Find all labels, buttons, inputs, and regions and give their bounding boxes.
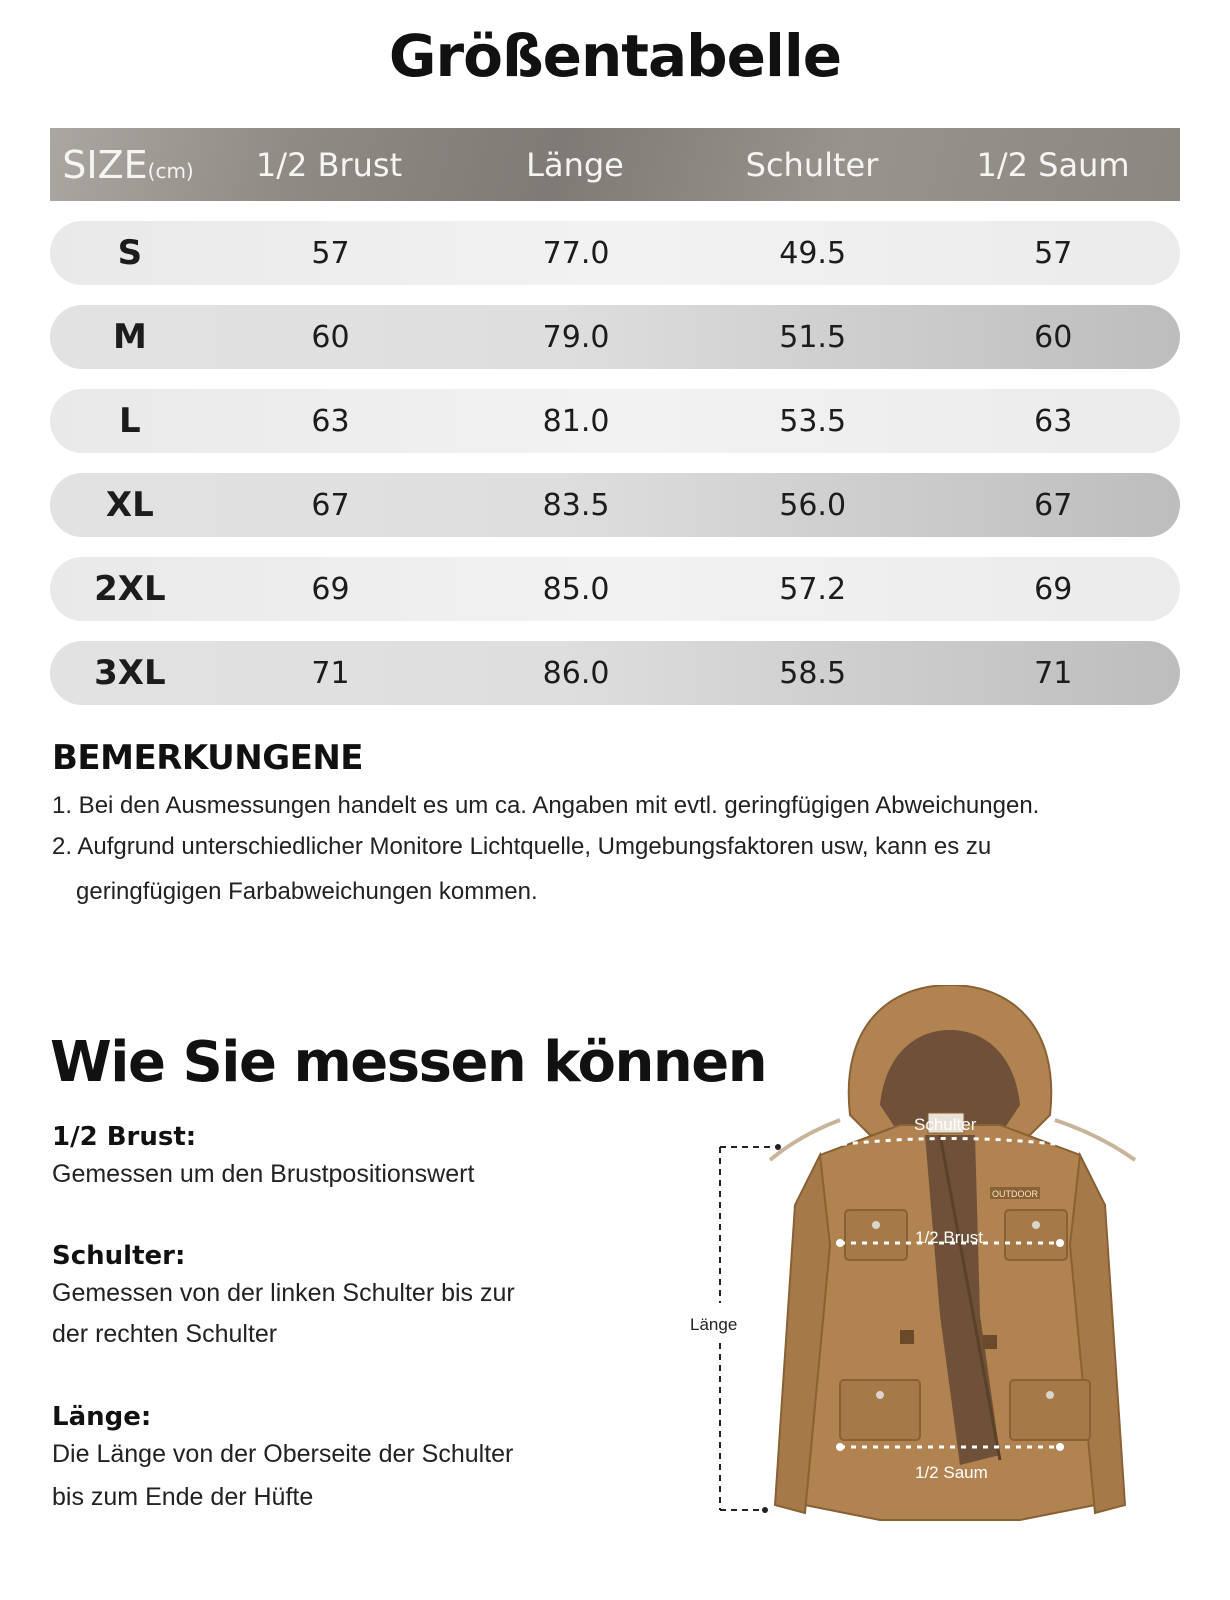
header-laenge: Länge xyxy=(526,145,624,184)
jacket-label-schulter: Schulter xyxy=(914,1115,977,1134)
header-size: SIZE(cm) xyxy=(62,142,194,187)
laenge-cell: 86.0 xyxy=(542,655,610,691)
header-brust: 1/2 Brust xyxy=(255,145,403,184)
table-row xyxy=(50,221,1180,285)
page-title: Größentabelle xyxy=(388,22,842,90)
schulter-cell: 53.5 xyxy=(779,403,847,439)
jacket-label-saum: 1/2 Saum xyxy=(915,1463,988,1482)
saum-cell: 63 xyxy=(1034,403,1073,439)
jacket-label-brust: 1/2 Brust xyxy=(915,1228,984,1247)
jacket-illustration xyxy=(690,985,1180,1545)
size-cell: M xyxy=(112,317,147,357)
brust-cell: 60 xyxy=(311,319,350,355)
jacket-brand: OUTDOOR xyxy=(992,1189,1038,1199)
laenge-cell: 79.0 xyxy=(542,319,610,355)
schulter-cell: 56.0 xyxy=(779,487,847,523)
header-saum: 1/2 Saum xyxy=(976,145,1130,184)
laenge-label: Länge: xyxy=(52,1402,152,1432)
jacket-label-laenge: Länge xyxy=(690,1315,738,1334)
saum-cell: 71 xyxy=(1034,655,1073,691)
table-row xyxy=(50,641,1180,705)
laenge-cell: 85.0 xyxy=(542,571,610,607)
laenge-text-2: bis zum Ende der Hüfte xyxy=(52,1483,314,1511)
schulter-text-2: der rechten Schulter xyxy=(52,1320,278,1348)
saum-cell: 67 xyxy=(1034,487,1073,523)
brust-cell: 69 xyxy=(311,571,350,607)
laenge-cell: 77.0 xyxy=(542,235,610,271)
schulter-cell: 57.2 xyxy=(779,571,847,607)
table-row xyxy=(50,305,1180,369)
brust-cell: 71 xyxy=(311,655,350,691)
remark-item: geringfügigen Farbabweichungen kommen. xyxy=(76,878,538,905)
schulter-cell: 49.5 xyxy=(779,235,847,271)
remark-item: 1. Bei den Ausmessungen handelt es um ca. Angaben mit evtl. geringfügigen Abweichungen. xyxy=(52,792,1040,819)
table-row xyxy=(50,473,1180,537)
brust-cell: 57 xyxy=(311,235,350,271)
schulter-cell: 58.5 xyxy=(779,655,847,691)
how-to-measure-title: Wie Sie messen können xyxy=(50,1030,767,1095)
table-row xyxy=(50,557,1180,621)
laenge-cell: 83.5 xyxy=(542,487,610,523)
brust-cell: 63 xyxy=(311,403,350,439)
table-row xyxy=(50,389,1180,453)
saum-cell: 69 xyxy=(1034,571,1073,607)
schulter-cell: 51.5 xyxy=(779,319,847,355)
jacket-image xyxy=(700,985,1180,1545)
laenge-text-1: Die Länge von der Oberseite der Schulter xyxy=(52,1440,514,1468)
laenge-cell: 81.0 xyxy=(542,403,610,439)
saum-cell: 57 xyxy=(1034,235,1073,271)
header-schulter: Schulter xyxy=(745,145,879,184)
size-cell: 2XL xyxy=(94,569,166,609)
brust-text: Gemessen um den Brustpositionswert xyxy=(52,1160,475,1188)
size-cell: S xyxy=(117,233,143,273)
schulter-text-1: Gemessen von der linken Schulter bis zur xyxy=(52,1279,515,1307)
size-cell: L xyxy=(119,401,141,441)
schulter-label: Schulter: xyxy=(52,1241,186,1271)
remark-item: 2. Aufgrund unterschiedlicher Monitore Lichtquelle, Umgebungsfaktoren usw, kann es zu xyxy=(52,833,992,860)
remarks-title: BEMERKUNGENE xyxy=(52,738,364,778)
brust-label: 1/2 Brust: xyxy=(52,1122,197,1152)
size-table-header xyxy=(50,128,1180,201)
brust-cell: 67 xyxy=(311,487,350,523)
size-cell: 3XL xyxy=(94,653,166,693)
size-cell: XL xyxy=(105,485,154,525)
saum-cell: 60 xyxy=(1034,319,1073,355)
